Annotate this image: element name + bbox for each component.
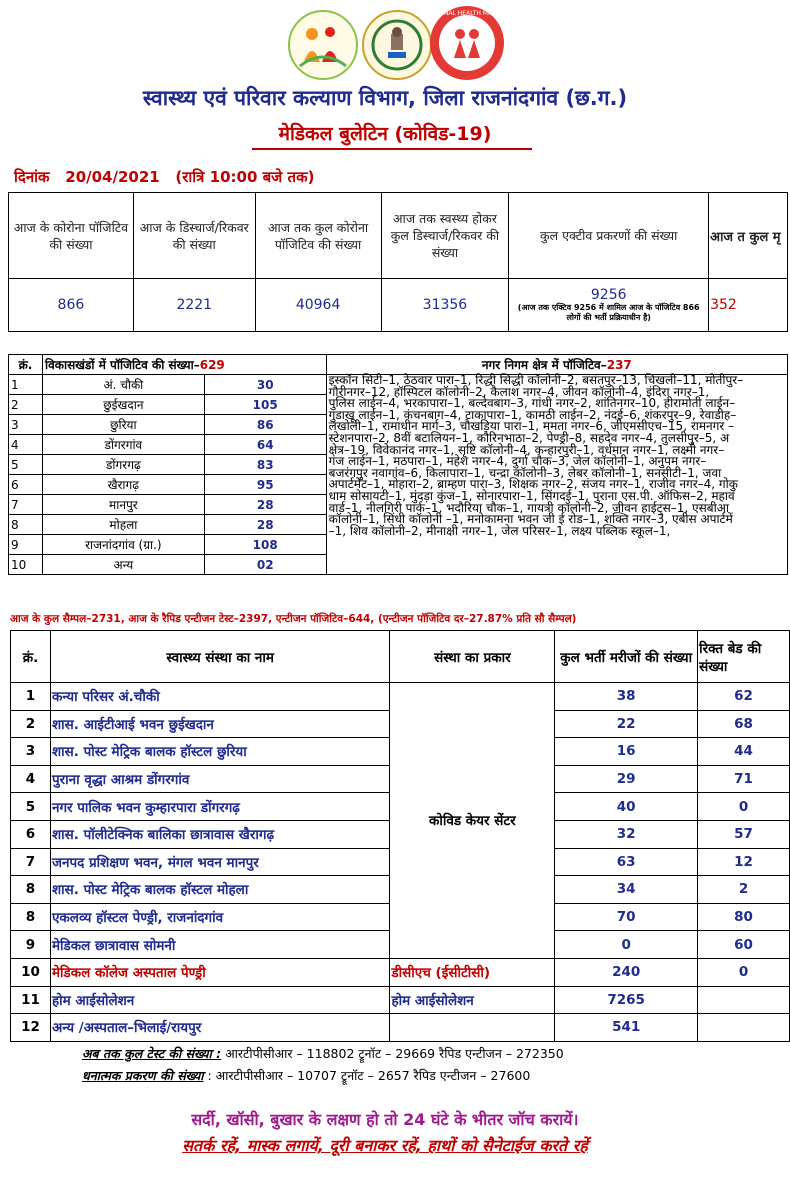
fac-admitted: 0 [555, 931, 698, 959]
block-header-label: विकासखंडों में पॉजिटिव की संख्या– [44, 358, 200, 372]
block-count: 28 [204, 515, 326, 535]
block-sn: 10 [9, 555, 43, 575]
fac-name: शास. पोस्ट मेट्रिक बालक हॉस्टल मोहला [50, 876, 390, 904]
nhm-logo [425, 6, 509, 80]
fac-header-sn: क्रं. [11, 631, 51, 683]
block-count: 28 [204, 495, 326, 515]
date-label: दिनांक [14, 168, 50, 186]
total-tests-values: आरटीपीसीआर – 118802 ट्रूनॉट – 29669 रैपिड एन्टीजन – 272350 [225, 1046, 564, 1061]
town-line: इस्कॉन सिटी–1, ठेठवार पारा–1, रिद्धी सिद्धी कॉलोनी–2, बसंतपुर–13, चिखली–11, मोतीपुर– [328, 373, 744, 387]
fac-vacant [698, 986, 790, 1014]
fac-admitted: 541 [555, 1014, 698, 1042]
positive-tests-values: : आरटीपीसीआर – 10707 ट्रूनॉट – 2657 रैपिड एन्टीजन – 27600 [207, 1068, 531, 1083]
total-discharge: 31356 [381, 279, 509, 332]
fac-sn: 3 [11, 738, 51, 766]
block-count: 83 [204, 455, 326, 475]
town-line: स्टेशनपारा–2, 8वीं बटालियन–1, कौरिनभाठा–2, पेण्ड्री–8, सहदेव नगर–4, तुलसीपुर–5, अ [328, 430, 730, 445]
fac-name: अन्य /अस्पताल–भिलाई/रायपुर [50, 1014, 390, 1042]
total-tests-line [82, 1045, 564, 1062]
svg-text:NATIONAL HEALTH MISSION: NATIONAL HEALTH MISSION [425, 10, 509, 17]
block-sn: 7 [9, 495, 43, 515]
block-sn: 5 [9, 455, 43, 475]
fac-vacant: 71 [698, 765, 790, 793]
town-line: गंज लाईन–1, मठपारा–1, महेश नगर–4, दुर्गा चौक–3, जेल कॉलोनी–1, अनुपम नगर– [328, 454, 707, 469]
facilities-table [10, 630, 790, 1042]
fac-sn: 9 [11, 931, 51, 959]
date-line [14, 167, 314, 187]
block-name: राजनांदगांव (ग्रा.) [42, 535, 204, 555]
town-header [326, 355, 787, 375]
block-name: डोंगरगढ़ [42, 455, 204, 475]
fac-sn: 1 [11, 683, 51, 711]
fac-sn: 8 [11, 903, 51, 931]
fac-name: शास. आईटीआई भवन छुईखदान [50, 710, 390, 738]
time-note: (रात्रि 10:00 बजे तक) [175, 168, 315, 186]
town-line: –1, शिव कॉलोनी–2, मीनाक्षी नगर–1, जेल परिसर–1, लक्ष्य पब्लिक स्कूल–1, [328, 523, 671, 538]
block-count: 02 [204, 555, 326, 575]
town-line: वार्ड–1, नीलगिरी पार्क–1, भदौरिया चौक–1, गायत्री कॉलोनी–2, जीवन हाईट्स–1, एसबीआ [328, 500, 730, 515]
fac-header-admitted: कुल भर्ती मरीजों की संख्या [555, 631, 698, 683]
positive-tests-line [82, 1067, 530, 1084]
block-sn: 3 [9, 415, 43, 435]
fac-type: होम आईसोलेशन [390, 986, 555, 1014]
block-name: छुईखदान [42, 395, 204, 415]
fac-sn: 11 [11, 986, 51, 1014]
fac-name: मेडिकल कॉलेज अस्पताल पेण्ड्री [50, 958, 390, 986]
block-sn: 8 [9, 515, 43, 535]
bulletin-title: मेडिकल बुलेटिन (कोविड-19) [278, 123, 492, 145]
fac-admitted: 29 [555, 765, 698, 793]
fac-name: शास. पॉलीटेक्निक बालिका छात्रावास खैरागढ़ [50, 820, 390, 848]
block-count: 30 [204, 375, 326, 395]
town-line: अपार्टमेंट–1, मोहारा–2, ब्राम्हण पारा–3, शिक्षक नगर–2, संजय नगर–1, राजीव नगर–4, गोकु [328, 477, 738, 492]
today-discharge: 2221 [133, 279, 255, 332]
active-note: (आज तक एक्टिव 9256 में शामिल आज के पॉजिटिव 866 लोगों की भर्ती प्रक्रियाधीन है) [517, 303, 700, 322]
fac-sn: 10 [11, 958, 51, 986]
town-list [326, 375, 787, 575]
active-cases: 9256 [590, 287, 627, 303]
block-header [42, 355, 326, 375]
safety-advice: सतर्क रहें, मास्क लगायें, दूरी बनाकर रहें, हाथों को सैनेटाईज करते रहें [182, 1136, 588, 1155]
summary-header: आज तक स्वस्थ्य होकर कुल डिस्चार्ज/रिकवर की संख्या [381, 193, 509, 279]
fac-sn: 7 [11, 848, 51, 876]
block-name: मानपुर [42, 495, 204, 515]
fac-vacant: 68 [698, 710, 790, 738]
fac-type [390, 1014, 555, 1042]
fac-admitted: 34 [555, 876, 698, 904]
fac-admitted: 240 [555, 958, 698, 986]
block-sn: 6 [9, 475, 43, 495]
block-name: छुरिया [42, 415, 204, 435]
fac-admitted: 63 [555, 848, 698, 876]
block-sn: 2 [9, 395, 43, 415]
town-header-label: नगर निगम क्षेत्र में पॉजिटिव– [481, 358, 607, 372]
fac-vacant: 12 [698, 848, 790, 876]
logo-bar [0, 6, 770, 84]
fac-header-vacant: रिक्त बेड की संख्या [698, 631, 790, 683]
summary-header: आज के डिस्चार्ज/रिकवर की संख्या [133, 193, 255, 279]
town-line: कॉलोनी–1, सिंधी कॉलोनी –1, मनोकामना भवन जी ई रोड–1, शक्ति नगर–3, एबीस अपार्टमें [328, 512, 733, 527]
summary-header: आज तक कुल कोरोना पॉजिटिव की संख्या [255, 193, 381, 279]
fac-vacant: 2 [698, 876, 790, 904]
fac-vacant: 80 [698, 903, 790, 931]
block-sn: 1 [9, 375, 43, 395]
town-header-count: 237 [606, 358, 632, 372]
fac-admitted: 32 [555, 820, 698, 848]
fac-vacant: 57 [698, 820, 790, 848]
positive-tests-label: धनात्मक प्रकरण की संख्या [82, 1068, 204, 1083]
fac-sn: 6 [11, 820, 51, 848]
town-line: बजरंगपुर नवागांव–6, किलापारा–1, चन्द्रा कॉलोनी–3, लेबर कॉलोनी–1, सनसीटी–1, जवा [328, 465, 722, 480]
block-sn: 4 [9, 435, 43, 455]
fac-vacant: 62 [698, 683, 790, 711]
fac-vacant [698, 1014, 790, 1042]
town-line: पुलिस लाईन–4, भरकापारा–1, बल्देवबाग–3, गांधी नगर–2, शांतिनगर–10, हीरामोती लाईन– [328, 396, 736, 411]
summary-table [8, 192, 788, 332]
fac-sn: 4 [11, 765, 51, 793]
date-value: 20/04/2021 [65, 168, 160, 186]
symptom-advice: सर्दी, खॉसी, बुखार के लक्षण हो तो 24 घंटे के भीतर जॉच करायें। [191, 1110, 579, 1129]
fac-name: होम आईसोलेशन [50, 986, 390, 1014]
family-welfare-logo [288, 10, 358, 80]
chhattisgarh-emblem [362, 10, 432, 80]
block-count: 86 [204, 415, 326, 435]
fac-admitted: 70 [555, 903, 698, 931]
block-name: डोंगरगांव [42, 435, 204, 455]
block-name: मोहला [42, 515, 204, 535]
town-line: गौरीनगर–12, हॉस्पिटल कॉलोनी–2, कैलाश नगर–4, जीवन कॉलोनी–4, इंदिरा नगर–1, [328, 384, 710, 399]
fac-admitted: 38 [555, 683, 698, 711]
fac-type-ccc: कोविड केयर सेंटर [390, 683, 555, 959]
title-underline [252, 148, 532, 150]
town-line: लखोली–1, रामाधीन मार्ग–3, चौखड़िया पारा–1, ममता नगर–6, जीएमसीएच–15, रामनगर – [328, 419, 735, 434]
fac-vacant: 44 [698, 738, 790, 766]
today-positive: 866 [9, 279, 134, 332]
block-count: 108 [204, 535, 326, 555]
active-cases-cell [509, 279, 709, 332]
fac-name: जनपद प्रशिक्षण भवन, मंगल भवन मानपुर [50, 848, 390, 876]
block-count: 95 [204, 475, 326, 495]
block-name: अन्य [42, 555, 204, 575]
fac-name: नगर पालिक भवन कुम्हारपारा डोंगरगढ़ [50, 793, 390, 821]
block-name: अं. चौकी [42, 375, 204, 395]
town-line: धाम सोसायटी–1, मुंदड़ा कुंज–1, सोनारपारा–1, सिंगदई–1, पुराना एस.पी. ऑफिस–2, महावं [328, 488, 735, 503]
town-line: क्षेत्र–19, विवेकानंद नगर–1, सृष्टि कॉलोनी–4, कन्हारपुरी–1, वर्धमान नगर–1, लक्ष्मी नगर– [328, 442, 725, 457]
block-positive-table [8, 354, 788, 575]
block-count: 64 [204, 435, 326, 455]
fac-sn: 8 [11, 876, 51, 904]
fac-name: शास. पोस्ट मेट्रिक बालक हॉस्टल छुरिया [50, 738, 390, 766]
fac-sn: 12 [11, 1014, 51, 1042]
fac-name: पुराना वृद्धा आश्रम डोंगरगांव [50, 765, 390, 793]
total-positive: 40964 [255, 279, 381, 332]
fac-name: मेडिकल छात्रावास सोमनी [50, 931, 390, 959]
samples-summary: आज के कुल सैम्पल–2731, आज के रैपिड एन्टीजन टेस्ट–2397, एन्टीजन पॉजिटिव–644, (एन्टीजन पॉजिटिव दर–27.87% प्रति सौ सैम्पल) [10, 613, 577, 625]
fac-type: डीसीएच (ईसीटीसी) [390, 958, 555, 986]
fac-vacant: 0 [698, 793, 790, 821]
total-deaths: 352 [709, 279, 788, 332]
block-sn: 9 [9, 535, 43, 555]
block-count: 105 [204, 395, 326, 415]
fac-admitted: 40 [555, 793, 698, 821]
fac-admitted: 22 [555, 710, 698, 738]
summary-header: कुल एक्टीव प्रकरणों की संख्या [509, 193, 709, 279]
town-line: गुडाखू लाईन–1, कंचनबाग–4, टाकापारा–1, कामठी लाईन–2, नंदई–6, शंकरपुर–9, रेवाडीह– [328, 407, 737, 422]
block-name: खैरागढ़ [42, 475, 204, 495]
fac-vacant: 60 [698, 931, 790, 959]
fac-admitted: 7265 [555, 986, 698, 1014]
fac-header-name: स्वास्थ्य संस्था का नाम [50, 631, 390, 683]
summary-header: आज त कुल मृ [709, 193, 788, 279]
summary-header: आज के कोरोना पॉजिटिव की संख्या [9, 193, 134, 279]
fac-name: एकलव्य हॉस्टल पेण्ड्री, राजनांदगांव [50, 903, 390, 931]
fac-sn: 5 [11, 793, 51, 821]
fac-name: कन्या परिसर अं.चौकी [50, 683, 390, 711]
fac-header-type: संस्था का प्रकार [390, 631, 555, 683]
block-header-count: 629 [199, 358, 225, 372]
fac-vacant: 0 [698, 958, 790, 986]
fac-admitted: 16 [555, 738, 698, 766]
total-tests-label: अब तक कुल टेस्ट की संख्या : [82, 1046, 222, 1061]
department-title: स्वास्थ्य एवं परिवार कल्याण विभाग, जिला राजनांदगांव (छ.ग.) [142, 86, 628, 110]
sn-header: क्रं. [9, 355, 43, 375]
fac-sn: 2 [11, 710, 51, 738]
